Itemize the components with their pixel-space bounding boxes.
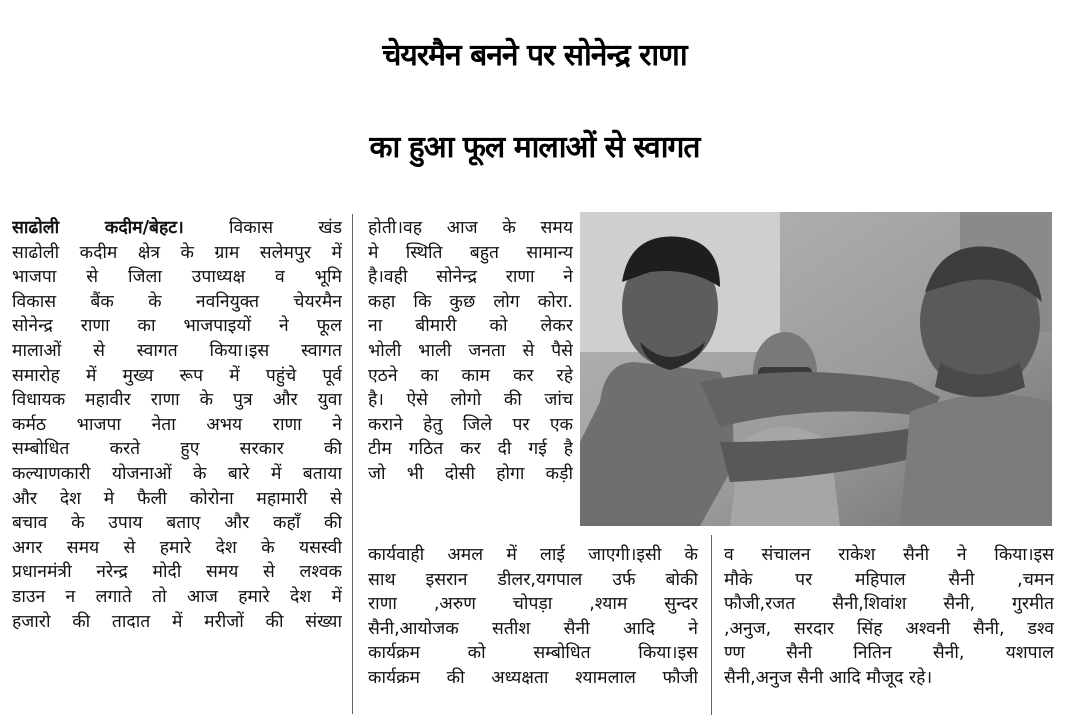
article-text-line: सोनेन्द्र राणा का भाजपाइयों ने फूल xyxy=(12,316,342,337)
article-text-line: विधायक महावीर राणा के पुत्र और युवा xyxy=(12,390,342,411)
article-text-line: बचाव के उपाय बताए और कहाँ की xyxy=(12,513,342,534)
article-column-2 xyxy=(368,216,573,487)
article-text-line: समारोह में मुख्य रूप में पहुंचे पूर्व xyxy=(12,365,342,386)
article-text-line: ,अनुज, सरदार सिंह अश्वनी सैनी, डश्व xyxy=(724,618,1054,639)
article-first-line xyxy=(12,216,342,241)
article-text-line: कार्यक्रम की अध्यक्षता श्यामलाल फौजी xyxy=(368,667,698,688)
news-photo xyxy=(580,212,1052,526)
article-text-line: कहा कि कुछ लोग कोरा. xyxy=(368,291,573,312)
article-text-line: एठने का काम कर रहे xyxy=(368,365,573,386)
article-text-line: मे स्थिति बहुत सामान्य xyxy=(368,242,573,263)
article-column-2-wide xyxy=(368,543,698,691)
article-column-3 xyxy=(724,543,1054,691)
article-text-line: है।वही सोनेन्द्र राणा ने xyxy=(368,267,573,288)
article-text-line: है। ऐसे लोगो की जांच xyxy=(368,390,573,411)
article-text-line: साथ इसरान डीलर,यगपाल उर्फ बोकी xyxy=(368,569,698,590)
article-text-line: मालाओं से स्वागत किया।इस स्वागत xyxy=(12,340,342,361)
article-text-line: कार्यवाही अमल में लाई जाएगी।इसी के xyxy=(368,545,698,565)
article-text-line: कल्याणकारी योजनाओं के बारे में बताया xyxy=(12,463,342,484)
photo-illustration xyxy=(580,212,1052,526)
article-text-line: सैनी,आयोजक सतीश सैनी आदि ने xyxy=(368,618,698,639)
article-text-line: भाजपा से जिला उपाध्यक्ष व भूमि xyxy=(12,267,342,288)
dateline: साढोली कदीम/बेहट। xyxy=(12,218,184,238)
article-text-line: सैनी,अनुज सैनी आदि मौजूद रहे। xyxy=(724,667,933,688)
article-text-line: फौजी,रजत सैनी,शिवांश सैनी, गुरमीत xyxy=(724,594,1054,615)
article-text-line: प्रधानमंत्री नरेन्द्र मोदी समय से लश्वक xyxy=(12,562,342,583)
article-column-1 xyxy=(12,216,342,634)
article-text-line: कराने हेतु जिले पर एक xyxy=(368,414,573,435)
article-text-line: टीम गठित कर दी गई है xyxy=(368,439,573,460)
article-text-line: विकास बैंक के नवनियुक्त चेयरमैन xyxy=(12,291,342,312)
article-text-line: होती।वह आज के समय xyxy=(368,218,573,238)
article-text-line: सम्बोधित करते हुए सरकार की xyxy=(12,439,342,460)
article-text-line: राणा ,अरुण चोपड़ा ,श्याम सुन्दर xyxy=(368,594,698,615)
article-text-line: कर्मठ भाजपा नेता अभय राणा ने xyxy=(12,414,342,435)
column-divider xyxy=(352,214,353,714)
headline-line-2: का हुआ फूल मालाओं से स्वागत xyxy=(369,130,700,165)
article-text-line: अगर समय से हमारे देश के यसस्वी xyxy=(12,537,342,558)
article-text-line: डाउन न लगाते तो आज हमारे देश में xyxy=(12,586,342,607)
article-text-line: और देश मे फैली कोरोना महामारी से xyxy=(12,488,342,509)
article-text-line: ण्ण सैनी नितिन सैनी, यशपाल xyxy=(724,643,1054,664)
column-divider xyxy=(711,535,712,715)
article-text-line: मौके पर महिपाल सैनी ,चमन xyxy=(724,569,1054,590)
headline-line-1: चेयरमैन बनने पर सोनेन्द्र राणा xyxy=(382,38,687,73)
article-text-line: ना बीमारी को लेकर xyxy=(368,316,573,337)
article-text-line: विकास खंड xyxy=(229,218,342,238)
article-text-line: कार्यक्रम को सम्बोधित किया।इस xyxy=(368,643,698,664)
article-text-line: जो भी दोसी होगा कड़ी xyxy=(368,463,573,484)
article-text-line: हजारो की तादात में मरीजों की संख्या xyxy=(12,611,342,632)
article-text-line: व संचालन राकेश सैनी ने किया।इस xyxy=(724,545,1054,565)
article-text-line: साढोली कदीम क्षेत्र के ग्राम सलेमपुर में xyxy=(12,242,342,263)
article-text-line: भोली भाली जनता से पैसे xyxy=(368,340,573,361)
